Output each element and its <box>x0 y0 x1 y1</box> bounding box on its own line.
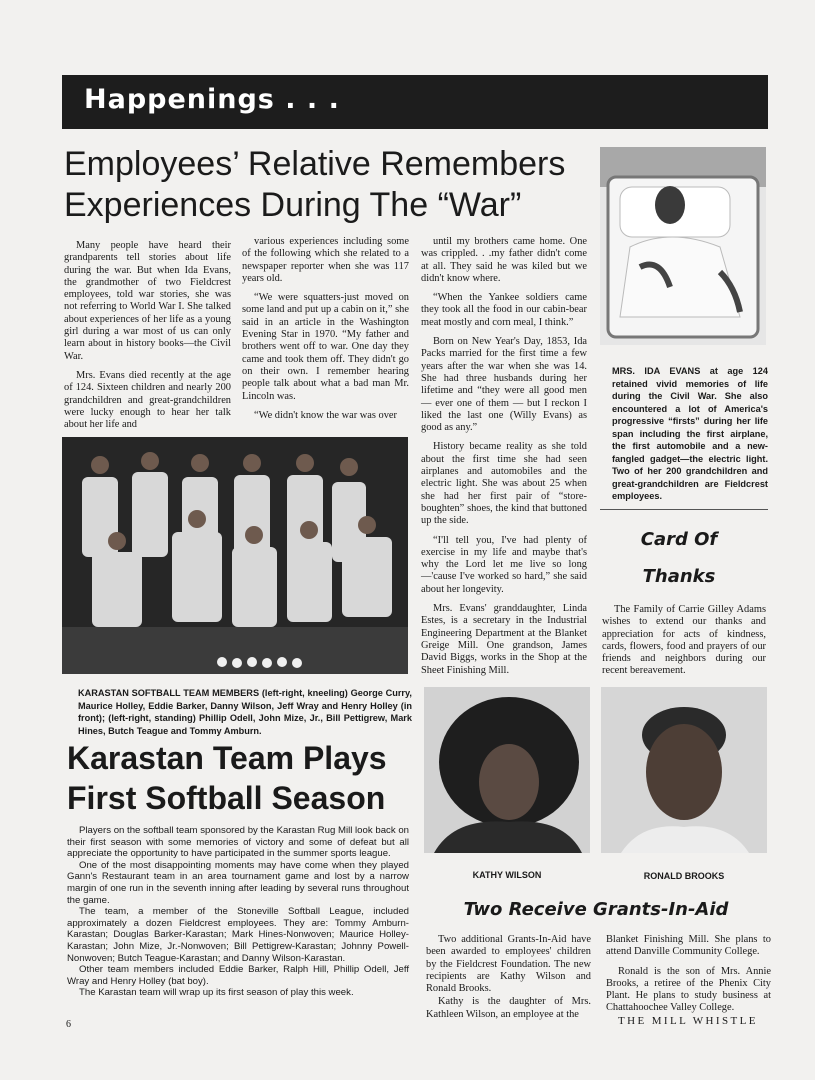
grants-headline: Two Receive Grants-In-Aid <box>463 899 729 920</box>
headline-line-1: Employees’ Relative Remembers <box>64 145 566 183</box>
publication-name: THE MILL WHISTLE <box>618 1015 758 1027</box>
page-number: 6 <box>66 1019 71 1030</box>
grants-column-2: Blanket Finishing Mill. She plans to attend Danville Community College. Ronald is the son of Mrs. Annie Brooks, a retiree of the Phenix City Plant. He plans to study business at Chattahoochee Valley College. <box>606 934 771 1014</box>
softball-headline: Karastan Team Plays First Softball Season <box>67 740 387 816</box>
softball-article-body: Players on the softball team sponsored by the Karastan Rug Mill look back on their first season with some memories of victory and some of defeat but all appreciate the opportunity to have participated in the summer sports league. One of the most disappointing moments may have come when they played Gann's Restaurant team in an area tournament game and lost by a narrow margin of one run in the seventh inning after leading by several runs throughout the game. The team, a member of the Stoneville Softball League, included approximately a dozen Fieldcrest employees. They are: Tommy Amburn-Karastan; Douglas Barker-Karastan; Mark Hines-Nonwoven; Maurice Holley-Karastan; John Mize, Jr.-Nonwoven; Bill Pettigrew-Karastan; Johnny Powell-Nonwoven; Butch Teague-Karastan; and Danny Wilson-Karastan. Other team members included Eddie Barker, Ralph Hill, Phillip Odell, Jeff Wray and Henry Holley (bat boy). The Karastan team will wrap up its first season of play this week. <box>67 825 409 999</box>
article-column-3: until my brothers came home. One was crippled. . .my father didn't come at all. They said he was kiled but we didn't know where. “When the Yankee soldiers came they took all the food in our cabin-bear meat mostly and corn meal, I think.” Born on New Year's Day, 1853, Ida Packs married for the first time a few years after the war when she was 14. She had three husbands during her lifetime and “they were all good men — ever one of them — but I reckon I liked the last one (Willy Evans) as good as any.” History became reality as she told about the first time she had seen airplanes and automobiles and the electric light. She was about 25 when she had her first pair of “store-boughten” shoes, the kind that buttoned up the side. “I'll tell you, I've had plenty of exercise in my life and maybe that's why the Lord let me live so long—'cause I've worked so hard,” she said about her longevity. Mrs. Evans' granddaughter, Linda Estes, is a secretary in the Industrial Engineering Department at the Blanket Greige Mill. One grandson, James David Biggs, works in the Shop at the Sheet Finishing Mill. <box>421 236 587 676</box>
divider <box>600 509 768 510</box>
ronald-brooks-name: RONALD BROOKS <box>643 871 725 881</box>
ronald-brooks-photo <box>601 687 767 853</box>
article-column-1: Many people have heard their grandparents tell stories about life during the war. But when Ida Evans, the grandmother of two Fieldcrest employees, told war stories, she was not referring to World War I. She talked about experiences of her life as a young girl during a war most of us can only learn about in history books—the Civil War. Mrs. Evans died recently at the age of 124. Sixteen children and nearly 200 grandchildren and great-grandchildren were lucky enough to hear her talk about her life and <box>64 240 231 431</box>
banner-title: Happenings . . . <box>84 84 340 115</box>
grants-column-1: Two additional Grants-In-Aid have been awarded to employees' children by the Fieldcrest Foundation. The new recipients are Kathy Wilson and Ronald Brooks. Kathy is the daughter of Mrs. Kathleen Wilson, an employee at the <box>426 934 591 1020</box>
headline-line-2: Experiences During The “War” <box>64 186 522 224</box>
kathy-wilson-name: KATHY WILSON <box>472 870 542 880</box>
ida-evans-photo <box>600 147 766 345</box>
article-column-2: various experiences including some of the following which she related to a newspaper reporter when she was 117 years old. “We were squatters-just moved on some land and put up a cabin on it,” she said in an article in the Washington Evening Star in 1970. “My father and brothers went off to war. One day they came and took them off. They didn't go on their own. I remember hearing people talk about what a bad man Mr. Lincoln was. “We didn't know the war was over <box>242 236 409 421</box>
softball-team-photo <box>62 437 408 674</box>
softball-photo-caption: KARASTAN SOFTBALL TEAM MEMBERS (left-right, kneeling) George Curry, Maurice Holley, Eddie Barker, Danny Wilson, Jeff Wray and Henry Holley (in front); (left-right, standing) Phillip Odell, John Mize, Jr., Bill Pettigrew, Mark Hines, Butch Teague and Tommy Amburn. <box>78 688 412 736</box>
kathy-wilson-photo <box>424 687 590 853</box>
article-headline <box>64 144 584 226</box>
ida-evans-caption: MRS. IDA EVANS at age 124 retained vivid memories of life during the Civil War. She also encountered a lot of America's progressive “firsts” during her life span including the first airplane, the first automobile and a new-fangled gadget—the electric light. Two of her 200 grandchildren and great-grandchildren are Fieldcrest employees. <box>612 366 768 501</box>
section-banner <box>62 75 768 129</box>
card-of-thanks-title: Card Of Thanks <box>640 529 718 587</box>
card-of-thanks-body: The Family of Carrie Gilley Adams wishes to extend our thanks and appreciation for acts of kindness, cards, flowers, food and prayers of our friends and neighbors during our recent bereavement. <box>602 604 766 677</box>
